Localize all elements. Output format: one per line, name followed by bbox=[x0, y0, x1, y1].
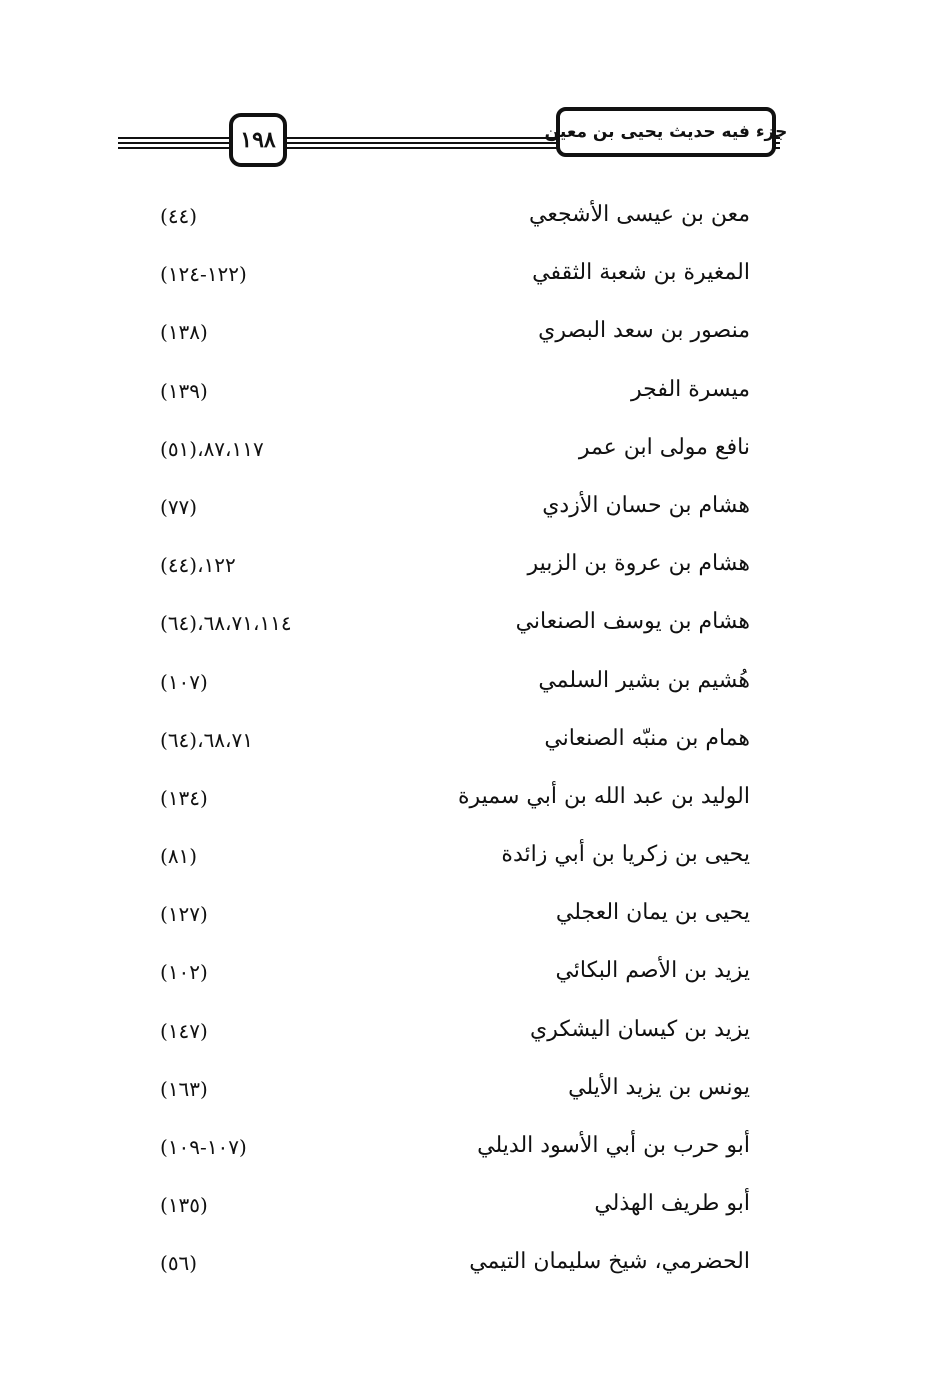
narrator-name: هشام بن حسان الأزدي bbox=[542, 492, 750, 518]
narrator-name: ميسرة الفجر bbox=[631, 376, 750, 402]
narrator-name: يحيى بن يمان العجلي bbox=[555, 900, 750, 926]
hadith-references: (١٤٧) bbox=[160, 1018, 208, 1043]
index-entry bbox=[150, 190, 750, 248]
narrator-name: منصور بن سعد البصري bbox=[538, 318, 750, 344]
index-entry bbox=[150, 423, 750, 481]
index-entry bbox=[150, 248, 750, 306]
index-entry bbox=[150, 597, 750, 655]
index-entry bbox=[150, 656, 750, 714]
hadith-references: (١٠٢) bbox=[160, 960, 208, 985]
hadith-references: (١٣٥) bbox=[160, 1193, 208, 1218]
hadith-references: (٥١)،٨٧،١١٧ bbox=[160, 436, 264, 461]
narrator-name: معن بن عيسى الأشجعي bbox=[529, 202, 750, 227]
hadith-references: (٨١) bbox=[160, 844, 198, 869]
page-number: ١٩٨ bbox=[229, 113, 287, 167]
narrator-name: هشام بن يوسف الصنعاني bbox=[515, 609, 750, 635]
hadith-references: (١٠٧) bbox=[160, 669, 208, 694]
hadith-references: (١٣٤) bbox=[160, 785, 208, 810]
narrator-name: هشام بن عروة بن الزبير bbox=[527, 551, 750, 577]
hadith-references: (١٦٣) bbox=[160, 1076, 208, 1101]
index-entry bbox=[150, 830, 750, 888]
hadith-references: (١٠٧-١٠٩) bbox=[160, 1135, 247, 1159]
index-entry bbox=[150, 1237, 750, 1295]
hadith-references: (٥٦) bbox=[160, 1251, 198, 1276]
narrator-name: الحضرمي، شيخ سليمان التيمي bbox=[469, 1249, 750, 1275]
index-entry bbox=[150, 1063, 750, 1121]
index-entry bbox=[150, 772, 750, 830]
hadith-references: (٤٤) bbox=[160, 204, 198, 228]
narrator-name: يزيد بن الأصم البكائي bbox=[555, 958, 750, 984]
hadith-references: (١٣٩) bbox=[160, 378, 208, 403]
narrator-name: المغيرة بن شعبة الثقفي bbox=[532, 260, 750, 286]
narrator-name: هُشيم بن بشير السلمي bbox=[538, 667, 750, 693]
hadith-references: (٧٧) bbox=[160, 494, 198, 519]
narrator-name: يحيى بن زكريا بن أبي زائدة bbox=[501, 842, 750, 868]
index-entry bbox=[150, 888, 750, 946]
index-entry bbox=[150, 306, 750, 364]
narrator-name: يزيد بن كيسان اليشكري bbox=[530, 1016, 750, 1042]
index-entry bbox=[150, 365, 750, 423]
running-title: جزء فيه حديث يحيى بن معين bbox=[556, 107, 776, 157]
hadith-references: (١٣٨) bbox=[160, 320, 208, 345]
narrator-name: أبو حرب بن أبي الأسود الديلي bbox=[477, 1133, 750, 1158]
narrator-name: نافع مولى ابن عمر bbox=[578, 434, 750, 460]
narrator-name: أبو طريف الهذلي bbox=[594, 1191, 750, 1217]
index-entry bbox=[150, 714, 750, 772]
hadith-references: (٦٤)،٦٨،٧١،١١٤ bbox=[160, 611, 292, 636]
index-entry bbox=[150, 481, 750, 539]
index-entry bbox=[150, 1121, 750, 1179]
hadith-references: (١٢٧) bbox=[160, 902, 208, 927]
hadith-references: (١٢٢-١٢٤) bbox=[160, 262, 247, 287]
narrator-name: الوليد بن عبد الله بن أبي سميرة bbox=[457, 783, 750, 809]
narrator-name: يونس بن يزيد الأيلي bbox=[568, 1074, 750, 1100]
index-entry bbox=[150, 1005, 750, 1063]
index-entry bbox=[150, 946, 750, 1004]
index-entry bbox=[150, 1179, 750, 1237]
narrator-name: همام بن منبّه الصنعاني bbox=[544, 725, 750, 751]
hadith-references: (٦٤)،٦٨،٧١ bbox=[160, 727, 253, 752]
index-list bbox=[150, 190, 750, 1296]
hadith-references: (٤٤)،١٢٢ bbox=[160, 553, 236, 578]
index-entry bbox=[150, 539, 750, 597]
